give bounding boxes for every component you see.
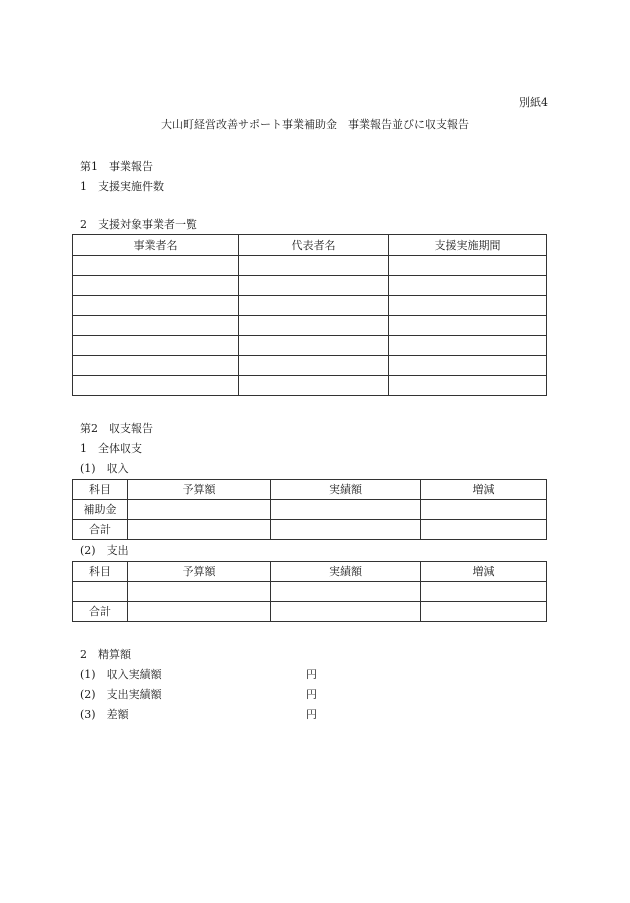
income-actual-label: (1) 収入実績額	[80, 668, 162, 681]
support-period-cell[interactable]	[389, 316, 547, 336]
support-period-cell[interactable]	[389, 296, 547, 316]
table-row	[73, 356, 547, 376]
representative-cell[interactable]	[239, 256, 389, 276]
row-label: 合計	[73, 602, 128, 622]
representative-cell[interactable]	[239, 356, 389, 376]
header-subject: 科目	[73, 480, 128, 500]
overall-balance-label: 1 全体収支	[80, 442, 142, 455]
expense-label: (2) 支出	[80, 544, 129, 557]
business-name-cell[interactable]	[73, 316, 239, 336]
business-name-cell[interactable]	[73, 296, 239, 316]
table-row	[73, 376, 547, 396]
document-title: 大山町経営改善サポート事業補助金 事業報告並びに収支報告	[161, 118, 469, 131]
section-1-heading: 第1 事業報告	[80, 160, 153, 173]
actual-cell[interactable]	[271, 602, 421, 622]
income-label: (1) 収入	[80, 462, 129, 475]
table-row	[73, 500, 547, 520]
header-actual: 実績額	[271, 562, 421, 582]
representative-cell[interactable]	[239, 296, 389, 316]
support-count-label: 1 支援実施件数	[80, 180, 164, 193]
representative-cell[interactable]	[239, 316, 389, 336]
actual-cell[interactable]	[271, 500, 421, 520]
table-row	[73, 582, 547, 602]
difference-label: (3) 差額	[80, 708, 129, 721]
difference-cell[interactable]	[421, 602, 547, 622]
support-period-cell[interactable]	[389, 336, 547, 356]
table-row	[73, 296, 547, 316]
header-difference: 増減	[421, 562, 547, 582]
header-subject: 科目	[73, 562, 128, 582]
representative-cell[interactable]	[239, 376, 389, 396]
yen-unit: 円	[306, 708, 317, 721]
yen-unit: 円	[306, 688, 317, 701]
table-row	[73, 276, 547, 296]
budget-cell[interactable]	[128, 602, 271, 622]
supported-businesses-table	[72, 234, 547, 396]
support-period-cell[interactable]	[389, 376, 547, 396]
row-label: 補助金	[73, 500, 128, 520]
support-period-cell[interactable]	[389, 256, 547, 276]
header-support-period: 支援実施期間	[389, 235, 547, 256]
budget-cell[interactable]	[128, 520, 271, 540]
budget-cell[interactable]	[128, 500, 271, 520]
header-actual: 実績額	[271, 480, 421, 500]
attachment-label: 別紙4	[519, 96, 548, 109]
business-name-cell[interactable]	[73, 356, 239, 376]
expense-table	[72, 561, 547, 622]
supported-list-label: 2 支援対象事業者一覧	[80, 218, 197, 231]
income-table	[72, 479, 547, 540]
header-representative: 代表者名	[239, 235, 389, 256]
table-row	[73, 256, 547, 276]
business-name-cell[interactable]	[73, 336, 239, 356]
budget-cell[interactable]	[128, 582, 271, 602]
header-business-name: 事業者名	[73, 235, 239, 256]
table-row	[73, 316, 547, 336]
actual-cell[interactable]	[271, 582, 421, 602]
table-row	[73, 520, 547, 540]
section-2-heading: 第2 収支報告	[80, 422, 153, 435]
support-period-cell[interactable]	[389, 356, 547, 376]
representative-cell[interactable]	[239, 336, 389, 356]
yen-unit: 円	[306, 668, 317, 681]
header-budget: 予算額	[128, 480, 271, 500]
difference-cell[interactable]	[421, 500, 547, 520]
expense-actual-label: (2) 支出実績額	[80, 688, 162, 701]
table-row	[73, 336, 547, 356]
difference-cell[interactable]	[421, 582, 547, 602]
business-name-cell[interactable]	[73, 276, 239, 296]
settlement-label: 2 精算額	[80, 648, 131, 661]
support-period-cell[interactable]	[389, 276, 547, 296]
row-label: 合計	[73, 520, 128, 540]
table-row	[73, 602, 547, 622]
business-name-cell[interactable]	[73, 256, 239, 276]
header-budget: 予算額	[128, 562, 271, 582]
difference-cell[interactable]	[421, 520, 547, 540]
representative-cell[interactable]	[239, 276, 389, 296]
row-label[interactable]	[73, 582, 128, 602]
business-name-cell[interactable]	[73, 376, 239, 396]
header-difference: 増減	[421, 480, 547, 500]
actual-cell[interactable]	[271, 520, 421, 540]
